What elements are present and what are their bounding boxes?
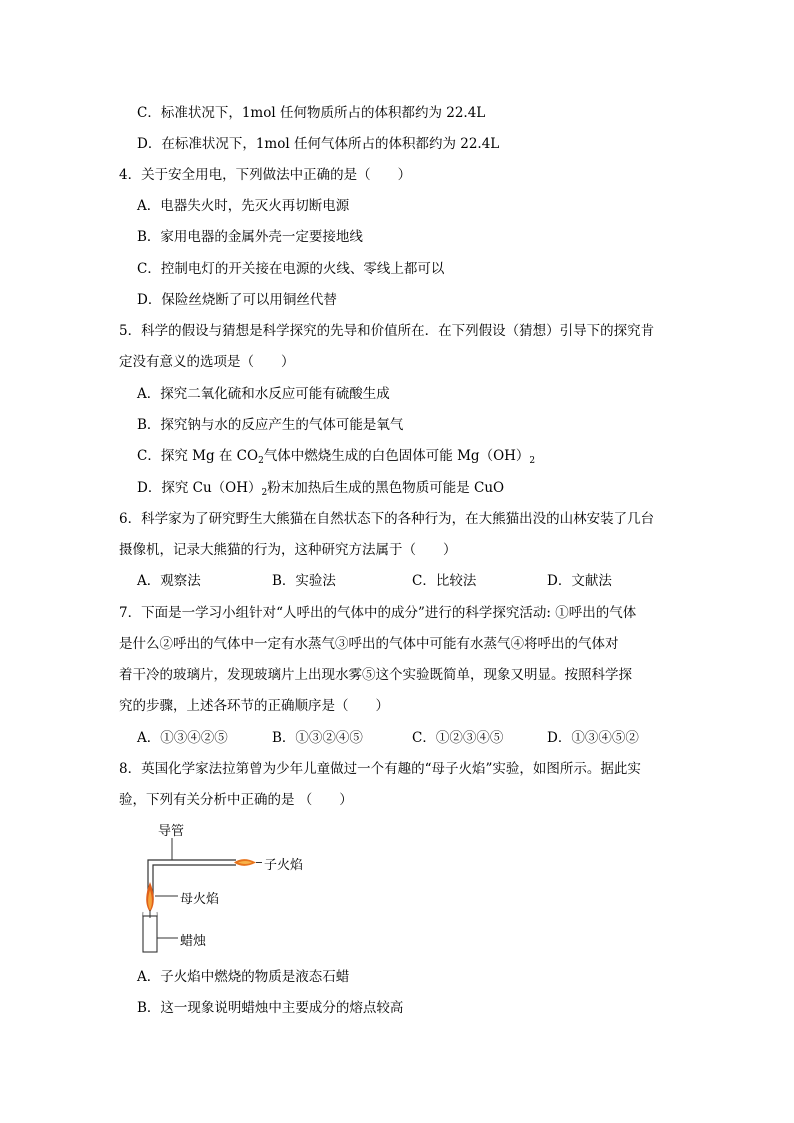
- q5-option-a: A．探究二氧化硫和水反应可能有硫酸生成: [137, 386, 390, 402]
- q7-stem-line4: 究的步骤，上述各环节的正确顺序是（ ）: [119, 698, 389, 714]
- q8-option-b: B．这一现象说明蜡烛中主要成分的熔点较高: [137, 1000, 404, 1016]
- q5-option-c: [137, 447, 535, 470]
- q5-option-d-text1: D．探究 Cu（OH）: [137, 480, 262, 496]
- q4-option-a: A．电器失火时，先灭火再切断电源: [137, 198, 350, 214]
- q7-stem-line3: 着干冷的玻璃片，发现玻璃片上出现水雾⑤这个实验既简单，现象又明显。按照科学探: [119, 667, 632, 683]
- candle-icon: [143, 916, 157, 952]
- q8-option-a: A．子火焰中燃烧的物质是液态石蜡: [137, 969, 350, 985]
- q7-option-b: B．①③②④⑤: [272, 730, 363, 746]
- mother-child-flame-figure: [128, 824, 348, 954]
- q5-option-c-text2: 气体中燃烧生成的白色固体可能 Mg（OH）: [263, 448, 530, 464]
- q6-option-b: B．实验法: [272, 573, 336, 589]
- q6-option-a: A．观察法: [137, 573, 201, 589]
- q5-option-c-subscript2: 2: [529, 456, 536, 466]
- q6-option-c: C．比较法: [412, 573, 477, 589]
- q3-option-d: D．在标准状况下，1mol 任何气体所占的体积都约为 22.4L: [137, 136, 500, 152]
- q5-option-c-subscript1: 2: [258, 456, 264, 466]
- q6-option-d: D．文献法: [547, 573, 612, 589]
- q5-option-c-text1: C．探究 Mg 在 CO: [137, 448, 259, 464]
- q6-stem-line2: 摄像机，记录大熊猫的行为，这种研究方法属于（ ）: [119, 542, 457, 558]
- q5-stem-line2: 定没有意义的选项是（ ）: [119, 354, 295, 370]
- q4-option-c: C．控制电灯的开关接在电源的火线、零线上都可以: [137, 261, 445, 277]
- q5-option-b: B．探究钠与水的反应产生的气体可能是氧气: [137, 417, 404, 433]
- tube-label: 导管: [158, 824, 185, 839]
- q4-stem: 4．关于安全用电，下列做法中正确的是（ ）: [119, 167, 412, 183]
- flame-experiment-diagram: [128, 824, 348, 954]
- q6-stem-line1: 6．科学家为了研究野生大熊猫在自然状态下的各种行为，在大熊猫出没的山林安装了几台: [119, 511, 655, 527]
- q4-option-b: B．家用电器的金属外壳一定要接地线: [137, 229, 363, 245]
- q8-stem-line2: 验，下列有关分析中正确的是 （ ）: [119, 792, 353, 808]
- q5-option-d-text2: 粉末加热后生成的黑色物质可能是 CuO: [267, 480, 505, 496]
- child-flame-label: 子火焰: [264, 858, 304, 873]
- mother-flame-label: 母火焰: [180, 892, 220, 907]
- q5-stem-line1: 5．科学的假设与猜想是科学探究的先导和价值所在．在下列假设（猜想）引导下的探究肯: [119, 323, 655, 339]
- q7-option-d: D．①③④⑤②: [547, 730, 639, 746]
- q7-option-a: A．①③④②⑤: [137, 730, 228, 746]
- q5-option-d-subscript: 2: [261, 488, 268, 498]
- q7-option-c: C．①②③④⑤: [412, 730, 504, 746]
- q4-option-d: D．保险丝烧断了可以用铜丝代替: [137, 292, 337, 308]
- candle-label: 蜡烛: [180, 934, 207, 949]
- q3-option-c: C．标准状况下，1mol 任何物质所占的体积都约为 22.4L: [137, 105, 486, 121]
- q8-stem-line1: 8．英国化学家法拉第曾为少年儿童做过一个有趣的“母子火焰”实验，如图所示。据此实: [119, 761, 641, 777]
- q5-option-d: [137, 479, 504, 502]
- q7-stem-line2: 是什么②呼出的气体中一定有水蒸气③呼出的气体中可能有水蒸气④将呼出的气体对: [119, 636, 619, 652]
- q7-stem-line1: 7．下面是一学习小组针对“人呼出的气体中的成分”进行的科学探究活动: ①呼出的气体: [119, 605, 637, 621]
